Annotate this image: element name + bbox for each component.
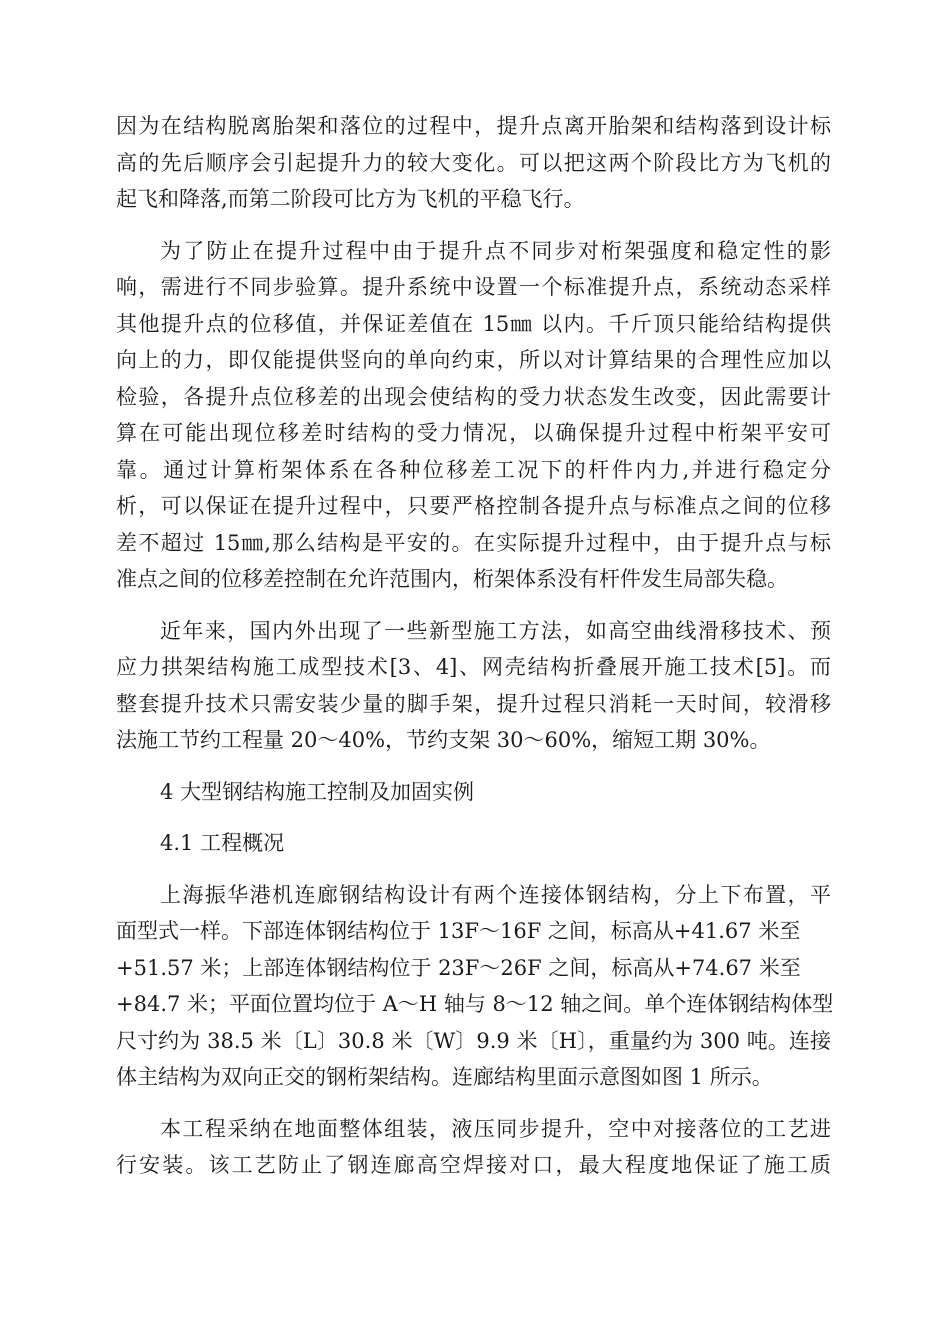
text-line: 起飞和降落,而第二阶段可比方为飞机的平稳飞行。 (116, 187, 585, 211)
text-line: 法施工节约工程量 20～40%，节约支架 30～60%，缩短工期 30%。 (116, 728, 771, 752)
text-line: 因为在结构脱离胎架和落位的过程中，提升点离开胎架和结构落到设计标 (116, 114, 831, 138)
text-line: 响，需进行不同步验算。提升系统中设置一个标准提升点，系统动态采样 (116, 275, 831, 299)
text-line: 体主结构为双向正交的钢桁架结构。连廊结构里面示意图如图 1 所示。 (116, 1065, 773, 1089)
text-line: 行安装。该工艺防止了钢连廊高空焊接对口，最大程度地保证了施工质 (116, 1153, 831, 1177)
paragraph-sync-check (116, 233, 831, 598)
text-line: 其他提升点的位移值，并保证差值在 15㎜ 以内。千斤顶只能给结构提供 (116, 311, 831, 336)
text-line: +84.7 米；平面位置均位于 A～H 轴与 8～12 轴之间。单个连体钢结构体型 (116, 992, 834, 1016)
text-line: 为了防止在提升过程中由于提升点不同步对桁架强度和稳定性的影 (160, 238, 831, 263)
text-line: 准点之间的位移差控制在允许范围内，桁架体系没有杆件发生局部失稳。 (116, 567, 788, 591)
section-heading: 4 大型钢结构施工控制及加固实例 (160, 779, 475, 804)
subsection-heading: 4.1 工程概况 (160, 831, 285, 855)
paragraph-project-overview (116, 877, 834, 1096)
text-line: 应力拱架结构施工成型技术[3、4]、网壳结构折叠展开施工技术[5]。而 (116, 655, 831, 679)
paragraph-new-methods (116, 613, 831, 759)
text-line: 检验，各提升点位移差的出现会使结构的受力状态发生改变，因此需要计 (116, 384, 831, 409)
text-line: 向上的力，即仅能提供竖向的单向约束，所以对计算结果的合理性应加以 (116, 348, 831, 372)
text-line: 析，可以保证在提升过程中，只要严格控制各提升点与标准点之间的位移 (116, 494, 831, 518)
paragraph-construction-method (116, 1111, 831, 1184)
text-line: 靠。通过计算桁架体系在各种位移差工况下的杆件内力,并进行稳定分 (116, 457, 831, 482)
document-page (116, 108, 834, 1199)
text-line: 整套提升技术只需安装少量的脚手架，提升过程只消耗一天时间，较滑移 (116, 691, 831, 716)
text-line: 尺寸约为 38.5 米〔L〕30.8 米〔W〕9.9 米〔H〕，重量约为 300 吨。连接 (116, 1028, 831, 1053)
text-line: 算在可能出现位移差时结构的受力情况，以确保提升过程中桁架平安可 (116, 421, 831, 445)
paragraph-lifting-sequence (116, 108, 831, 218)
text-line: 本工程采纳在地面整体组装，液压同步提升，空中对接落位的工艺进 (160, 1116, 831, 1141)
text-line: 差不超过 15㎜,那么结构是平安的。在实际提升过程中，由于提升点与标 (116, 530, 831, 555)
text-line: +51.57 米；上部连体钢结构位于 23F～26F 之间，标高从+74.67 米至 (116, 955, 801, 980)
text-line: 高的先后顺序会引起提升力的较大变化。可以把这两个阶段比方为飞机的 (116, 150, 831, 175)
text-line: 上海振华港机连廊钢结构设计有两个连接体钢结构，分上下布置，平 (160, 882, 831, 907)
text-line: 近年来，国内外出现了一些新型施工方法，如高空曲线滑移技术、预 (160, 618, 831, 643)
text-line: 面型式一样。下部连体钢结构位于 13F～16F 之间，标高从+41.67 米至 (116, 919, 801, 943)
